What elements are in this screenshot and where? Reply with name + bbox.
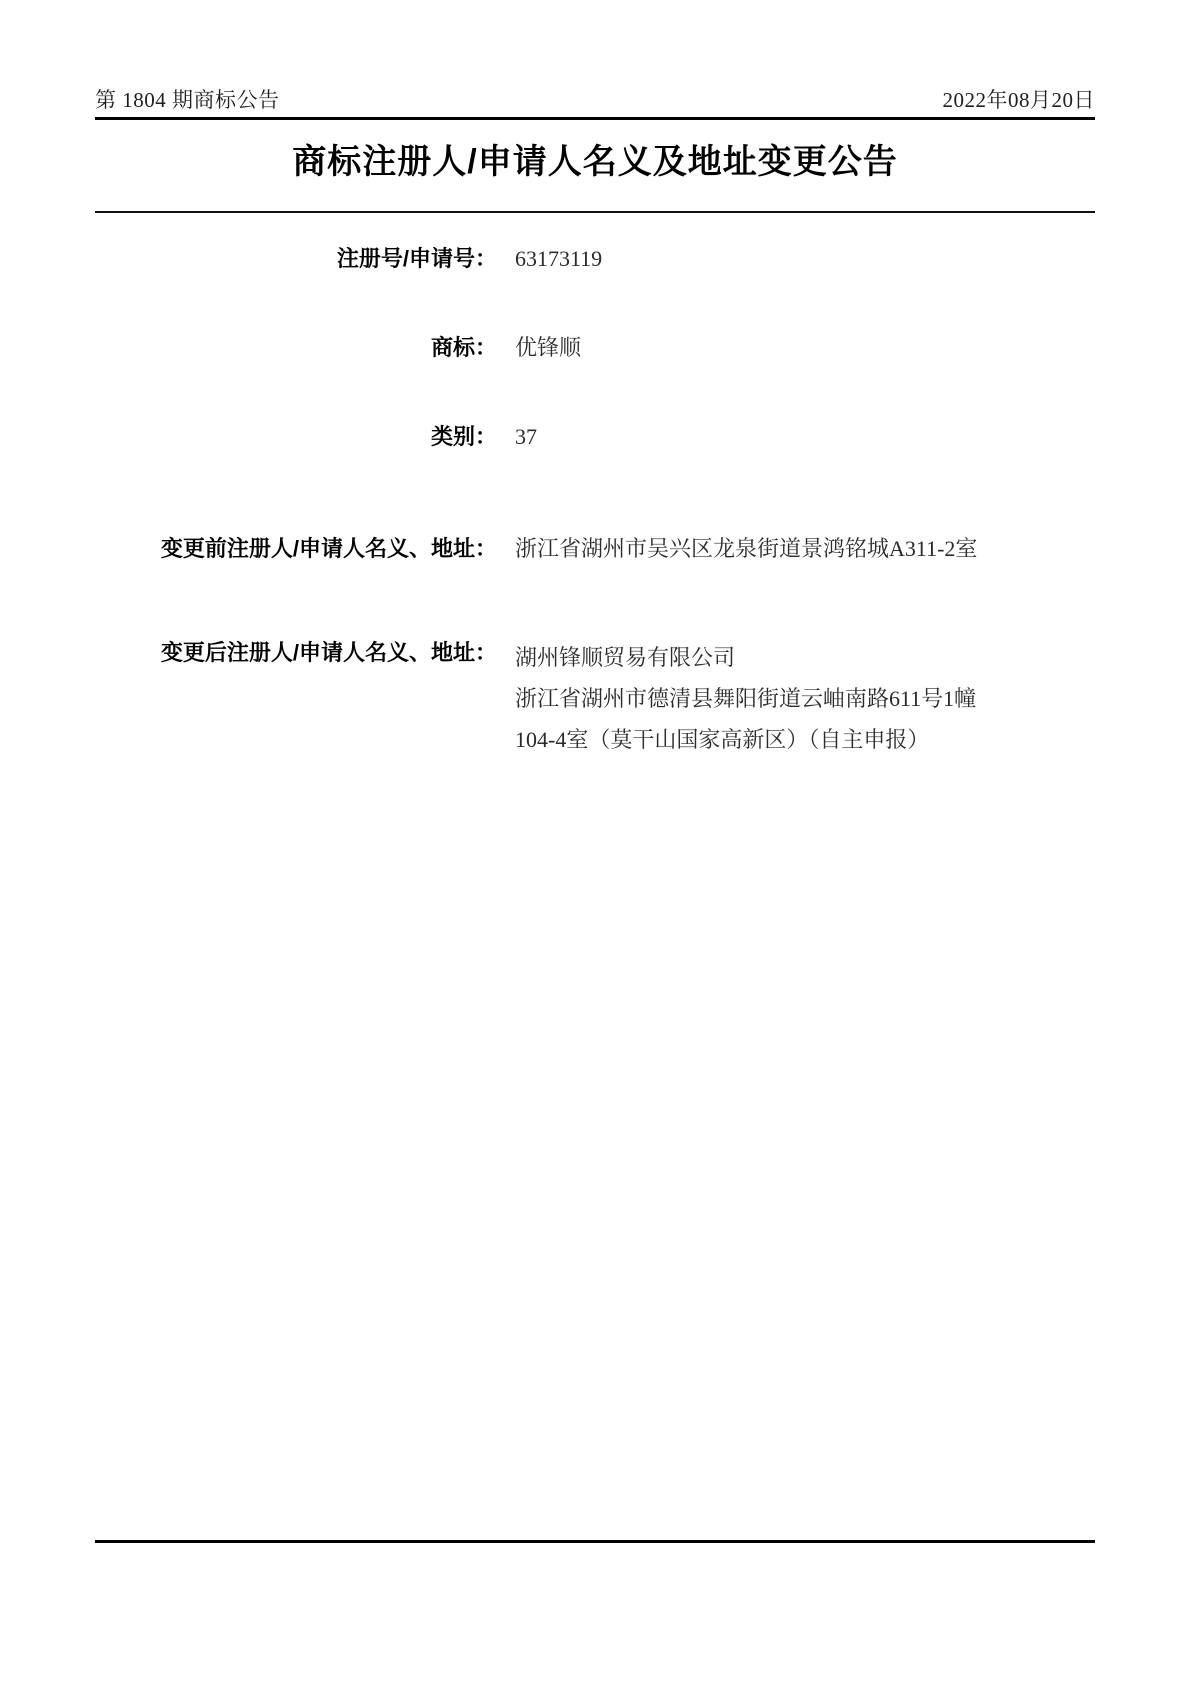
- gazette-issue: 第 1804 期商标公告: [95, 88, 280, 112]
- page-header: [95, 84, 1095, 114]
- field-row-after-change: [95, 637, 1095, 760]
- after-change-line: 浙江省湖州市德清县舞阳街道云岫南路611号1幢: [515, 686, 977, 711]
- field-value: [515, 637, 1095, 760]
- title-divider: [95, 211, 1095, 213]
- field-label: 变更后注册人/申请人名义、地址：: [160, 640, 497, 665]
- fields-section: [95, 243, 1095, 760]
- field-value: 63173119: [515, 246, 603, 271]
- field-row-trademark: [95, 332, 1095, 364]
- field-value: 37: [515, 424, 537, 449]
- announcement-title: 商标注册人/申请人名义及地址变更公告: [292, 143, 898, 181]
- gazette-date: 2022年08月20日: [942, 88, 1095, 112]
- footer-divider: [95, 1540, 1095, 1543]
- field-row-before-change: [95, 533, 1095, 565]
- header-divider: [95, 117, 1095, 120]
- field-label: 商标：: [430, 335, 497, 360]
- after-change-line: 湖州锋顺贸易有限公司: [515, 645, 736, 670]
- field-value: 优锋顺: [515, 335, 582, 360]
- field-row-class: [95, 421, 1095, 453]
- after-change-line: 104-4室（莫干山国家高新区）（自主申报）: [515, 727, 930, 752]
- field-row-registration-number: [95, 243, 1095, 275]
- field-label: 类别：: [430, 424, 497, 449]
- field-label: 注册号/申请号：: [336, 246, 497, 271]
- field-label: 变更前注册人/申请人名义、地址：: [160, 536, 497, 561]
- field-value: 浙江省湖州市吴兴区龙泉街道景鸿铭城A311-2室: [515, 536, 978, 561]
